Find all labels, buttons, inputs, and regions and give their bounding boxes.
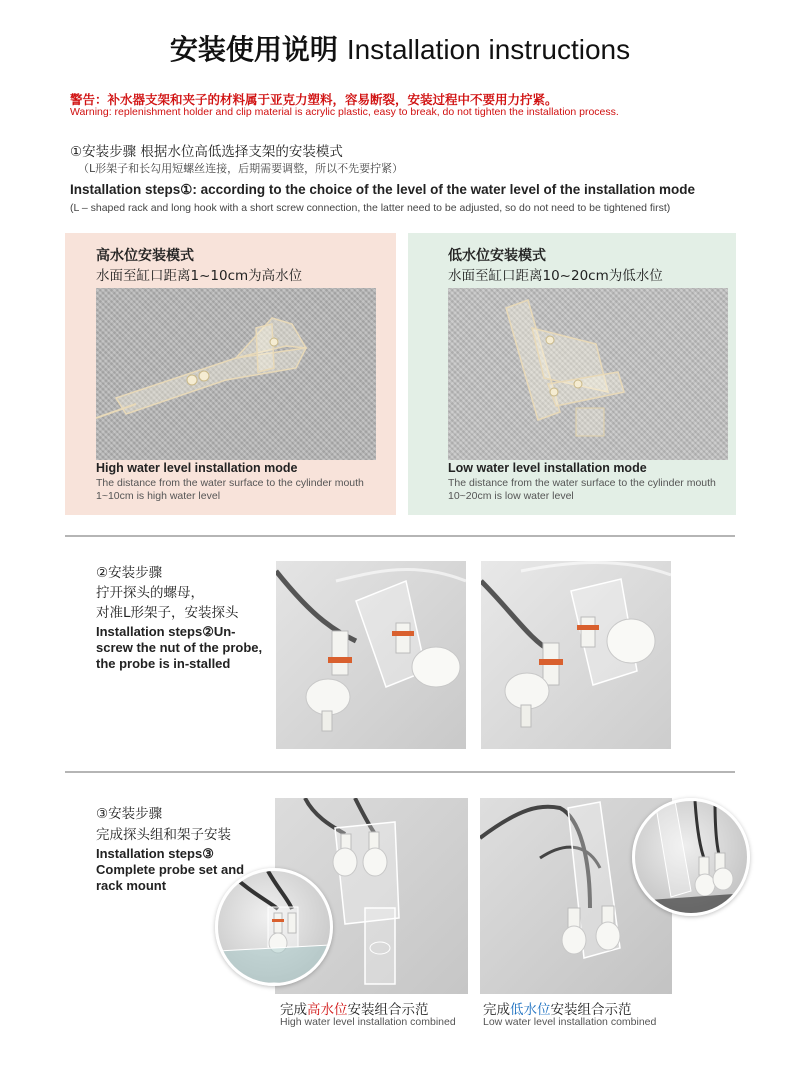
step1-heading-zh: ①安装步骤 根据水位高低选择支架的安装模式 — [70, 144, 343, 160]
low-water-desc-en: The distance from the water surface to the cylinder mouth 10~20cm is low water level — [448, 477, 716, 502]
step2-text-en: Installation steps②Un-screw the nut of the probe, the probe is in-stalled — [96, 624, 263, 671]
step2-line2-zh: 拧开探头的螺母， — [96, 585, 204, 601]
low-water-bracket-photo — [448, 288, 728, 460]
low-water-combined-caption-zh — [483, 998, 632, 1018]
low-water-detail-inset — [632, 798, 750, 916]
caption-highlight-low: 低水位 — [510, 1002, 551, 1018]
high-water-detail-inset — [215, 868, 333, 986]
high-water-title-en: High water level installation mode — [96, 461, 298, 475]
warning-zh: 警告：补水器支架和夹子的材料属于亚克力塑料，容易断裂，安装过程中不要用力拧紧。 — [70, 92, 558, 107]
caption-suffix: 安装组合示范 — [347, 1002, 429, 1018]
low-water-desc-zh: 水面至缸口距离10~20cm为低水位 — [448, 268, 663, 284]
high-water-combined-caption-en: High water level installation combined — [280, 1016, 456, 1028]
high-water-desc-en: The distance from the water surface to the cylinder mouth 1~10cm is high water level — [96, 477, 364, 502]
step2-probe-illustration-1 — [276, 561, 466, 749]
high-water-panel — [65, 233, 396, 515]
step1-note-zh: （L形架子和长勾用短螺丝连接，后期需要调整，所以不先要拧紧） — [78, 162, 404, 175]
caption-prefix: 完成 — [483, 1002, 510, 1018]
high-water-combined-caption-zh — [280, 998, 429, 1018]
step2-heading-zh: ②安装步骤 — [96, 565, 163, 581]
step2-probe-photo-1 — [276, 561, 466, 749]
section-divider-1 — [65, 535, 735, 537]
caption-highlight-high: 高水位 — [307, 1002, 348, 1018]
high-water-desc-zh: 水面至缸口距离1~10cm为高水位 — [96, 268, 303, 284]
page-title-zh: 安装使用说明 — [169, 33, 338, 66]
high-water-title-zh: 高水位安装模式 — [96, 248, 194, 264]
step3-line2-zh: 完成探头组和架子安装 — [96, 827, 231, 843]
page-title-en: Installation instructions — [346, 34, 631, 65]
low-water-title-en: Low water level installation mode — [448, 461, 647, 475]
low-water-panel — [408, 233, 736, 515]
caption-prefix: 完成 — [280, 1002, 307, 1018]
low-water-bracket-illustration — [448, 288, 728, 460]
warning-en: Warning: replenishment holder and clip material is acrylic plastic, easy to break, do not tighten the installation process. — [70, 106, 619, 118]
step2-probe-photo-2 — [481, 561, 671, 749]
page-title — [0, 28, 800, 68]
low-water-detail-illustration — [635, 801, 747, 913]
section-divider-2 — [65, 771, 735, 773]
step2-probe-illustration-2 — [481, 561, 671, 749]
high-water-bracket-illustration — [96, 288, 376, 460]
step2-line3-zh: 对准L形架子，安装探头 — [96, 605, 239, 621]
step1-note-en: (L – shaped rack and long hook with a short screw connection, the latter need to be adjusted, so do not need to be tightened first) — [70, 202, 671, 214]
high-water-bracket-photo — [96, 288, 376, 460]
caption-suffix: 安装组合示范 — [550, 1002, 632, 1018]
high-water-detail-illustration — [218, 871, 330, 983]
step3-heading-zh: ③安装步骤 — [96, 806, 163, 822]
step3-text-en: Installation steps③ Complete probe set and rack mount — [96, 846, 245, 893]
low-water-combined-caption-en: Low water level installation combined — [483, 1016, 657, 1028]
step1-heading-en: Installation steps①: according to the choice of the level of the water level of the installation mode — [70, 182, 695, 197]
low-water-title-zh: 低水位安装模式 — [448, 248, 546, 264]
